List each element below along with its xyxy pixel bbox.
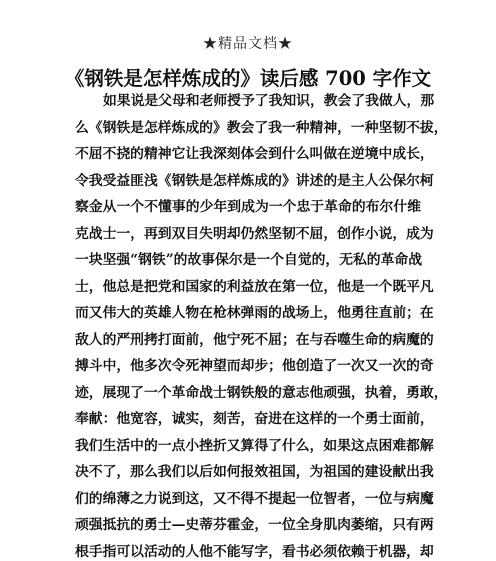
body-line: 不屈不挠的精神它让我深刻体会到什么叫做在逆境中成长， [75, 146, 434, 162]
body-line: 如果说是父母和老师授予了我知识，教会了我做人，那 [103, 93, 435, 109]
body-line: 奉献：他宽容，诚实，刻苦，奋进在这样的一个勇士面前， [75, 411, 434, 427]
document-title: 《钢铁是怎样炼成的》读后感 700 字作文 [64, 67, 432, 90]
document-body [75, 88, 448, 561]
body-line: 们的绵薄之力说到这，又不得不提起一位智者，一位与病魔 [75, 490, 434, 507]
body-line: 敌人的严刑拷打面前，他宁死不屈；在与吞噬生命的病魔的 [75, 331, 434, 348]
body-line: 么《钢铁是怎样炼成的》教会了我一种精神，一种坚韧不拔， [75, 119, 448, 136]
body-line: 搏斗中，他多次令死神望而却步；他创造了一次又一次的奇 [75, 358, 434, 374]
body-line: 顽强抵抗的勇士—史蒂芬霍金，一位全身肌肉萎缩，只有两 [75, 517, 434, 533]
body-line: 一块坚强“钢铁”的故事保尔是一个自觉的，无私的革命战 [75, 252, 422, 268]
body-line: 察金从一个不懂事的少年到成为一个忠于革命的布尔什维 [75, 199, 421, 215]
body-line: 令我受益匪浅《钢铁是怎样炼成的》讲述的是主人公保尔柯 [75, 172, 434, 189]
body-line: 而又伟大的英雄人物在枪林弹雨的战场上，他勇往直前；在 [75, 305, 434, 321]
body-line: 克战士一，再到双目失明却仍然坚韧不屈，创作小说，成为 [75, 225, 434, 242]
body-line: 士，他总是把党和国家的利益放在第一位，他是一个既平凡 [75, 278, 434, 295]
document-header-mark: ★精品文档★ [203, 36, 293, 52]
body-line: 迹，展现了一个革命战士钢铁般的意志他顽强，执着，勇敢， [75, 384, 448, 401]
body-line: 我们生活中的一点小挫折又算得了什么，如果这点困难都解 [75, 437, 434, 454]
body-line: 决不了，那么我们以后如何报效祖国，为祖国的建设献出我 [75, 464, 434, 480]
body-line: 根手指可以活动的人他不能写字，看书必须依赖于机器，却 [75, 543, 434, 560]
